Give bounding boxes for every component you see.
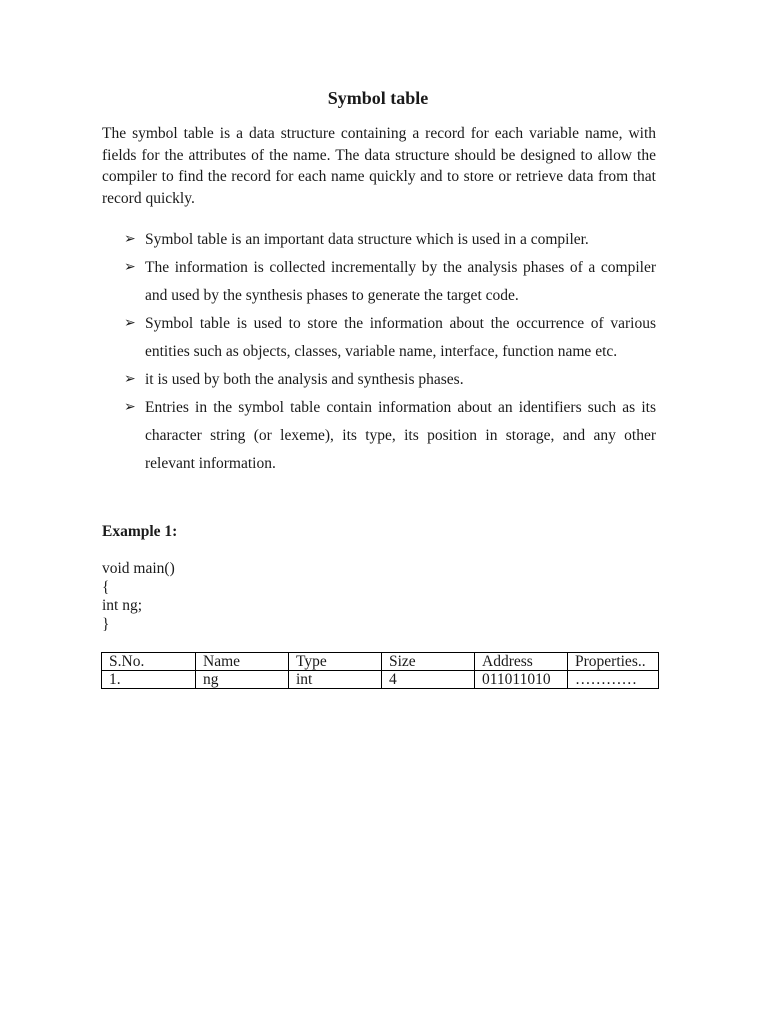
example-heading: Example 1: [102, 523, 178, 540]
list-item [122, 226, 656, 254]
symbol-table [101, 652, 659, 689]
arrow-bullet-icon: ➢ [124, 372, 136, 387]
header-name: Name [196, 653, 289, 671]
header-properties: Properties.. [568, 653, 659, 671]
cell-address: 011011010 [475, 671, 568, 689]
table-row [102, 671, 659, 689]
code-line: { [102, 578, 110, 596]
code-line: } [102, 615, 110, 633]
header-sno: S.No. [102, 653, 196, 671]
code-block [102, 560, 175, 634]
cell-properties: ………… [568, 671, 659, 689]
header-type: Type [289, 653, 382, 671]
page-title: Symbol table [327, 88, 429, 108]
cell-name: ng [196, 671, 289, 689]
cell-size: 4 [382, 671, 475, 689]
header-address: Address [475, 653, 568, 671]
list-item [122, 310, 656, 366]
bullet-text: Entries in the symbol table contain information about an identifiers such as its character string (or lexeme), its type, its position in storage, and any other relevant information. [145, 399, 656, 472]
bullet-text: Symbol table is used to store the information about the occurrence of various entities such as objects, classes, variable name, interface, function name etc. [145, 315, 656, 360]
arrow-bullet-icon: ➢ [124, 316, 136, 331]
bullet-text: The information is collected incrementally by the analysis phases of a compiler and used by the synthesis phases to generate the target code. [145, 259, 656, 304]
bullet-text: Symbol table is an important data structure which is used in a compiler. [145, 231, 589, 248]
arrow-bullet-icon: ➢ [124, 400, 136, 415]
list-item [122, 394, 656, 478]
code-line: int ng; [102, 597, 143, 614]
list-item [122, 366, 656, 394]
arrow-bullet-icon: ➢ [124, 232, 136, 247]
arrow-bullet-icon: ➢ [124, 260, 136, 275]
bullet-text: it is used by both the analysis and synthesis phases. [145, 371, 464, 388]
cell-sno: 1. [102, 671, 196, 689]
intro-paragraph: The symbol table is a data structure containing a record for each variable name, with fields for the attributes of the name. The data structure should be designed to allow the compiler to find the record for each name quickly and to store or retrieve data from that record quickly. [102, 125, 656, 207]
header-size: Size [382, 653, 475, 671]
table-header-row [102, 653, 659, 671]
bullet-list [122, 226, 656, 478]
list-item [122, 254, 656, 310]
code-line: void main() [102, 560, 175, 577]
cell-type: int [289, 671, 382, 689]
